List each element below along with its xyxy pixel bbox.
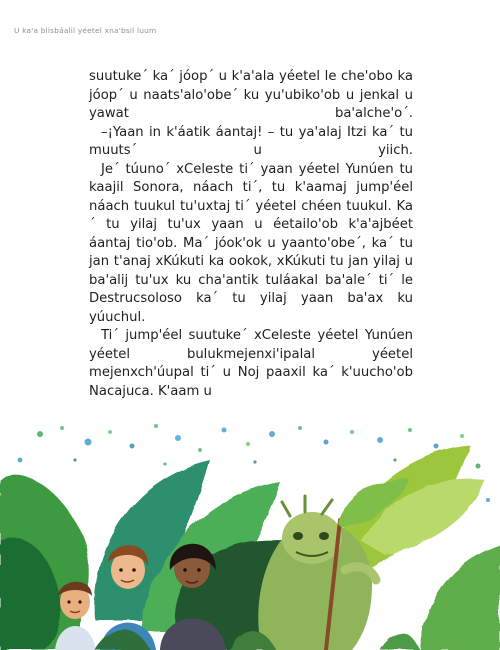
- jungle-illustration: [0, 420, 500, 650]
- paragraph-celeste: Je´ túuno´ xCeleste ti´ yaan yéetel Yunúen tu kaajil Sonora, náach ti´, tu k'aamaj jump'éel náach tuukul tu'uxtaj ti´ yéetel chéen tuukul. Ka´ tu yilaj tu'ux yaan u éetailo'ob k'a'ajbéet áantaj tio'ob. Ma´ jóok'ok u yaanto'obe´, ka´ tu jan t'anaj xKúkuti ka ookok, xKúkuti tu jan yilaj u ba'alij tu'ux ku cha'antik tuláakal ba'ale´ ti´ le Destrucsoloso ka´ tu yilaj yaan ba'ax ku yúuchul.: [89, 161, 413, 325]
- leaf-right-bottom: [420, 545, 500, 650]
- body-text: [89, 68, 413, 401]
- paragraph-dialogue: –¡Yaan in k'áatik áantaj! – tu ya'alaj Itzi ka´ tu muuts´ u yiich.: [89, 124, 413, 158]
- running-header: U ka'a blisbáalil yéetel xna'bsil luum: [14, 26, 157, 35]
- paragraph-nacajuca: Ti´ jump'éel suutuke´ xCeleste yéetel Yunúen yéetel bulukmejenxi'ipalal yéetel mejenxch'úupal ti´ u Noj paaxil ka´ k'uucho'ob Nacajuca. K'aam u: [89, 328, 413, 399]
- paragraph-continuation: suutuke´ ka´ jóop´ u k'a'ala yéetel le che'obo ka jóop´ u naats'alo'obe´ ku yu'ubiko'ob u jenkal u yawat ba'alche'o´.: [89, 69, 413, 121]
